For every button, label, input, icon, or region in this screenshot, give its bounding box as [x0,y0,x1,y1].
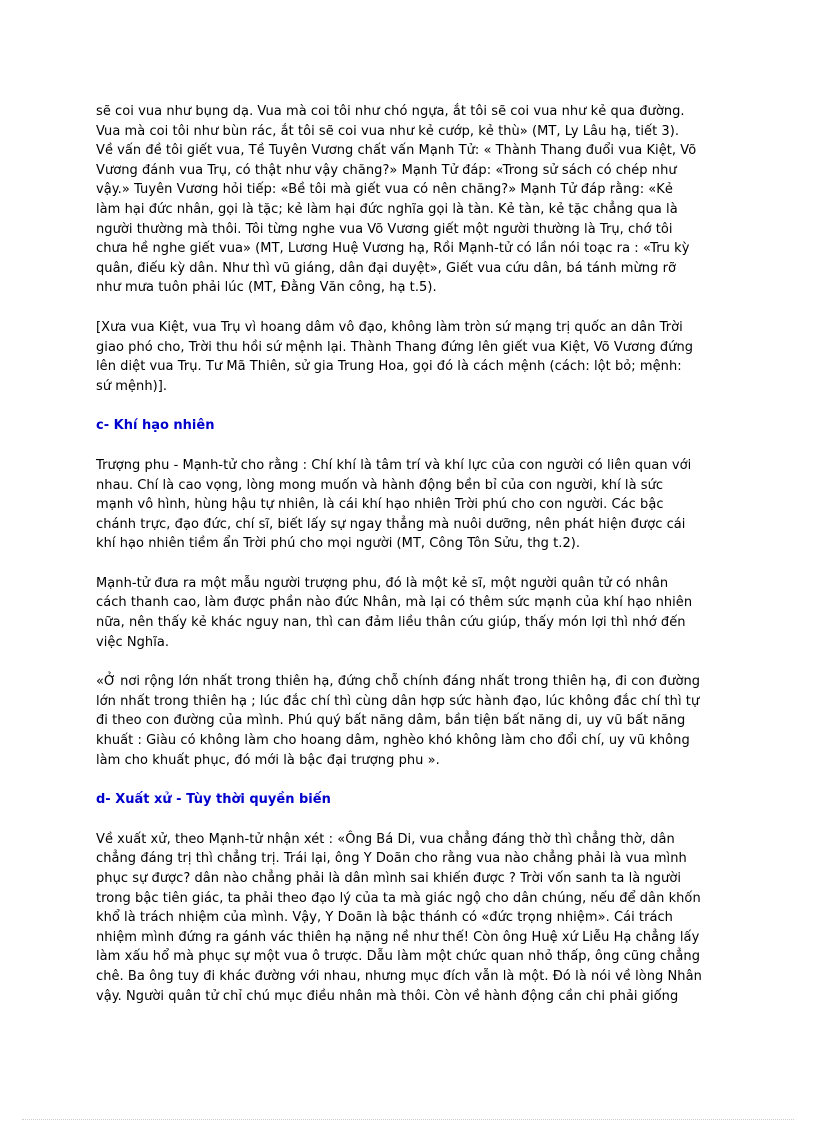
document-page [96,102,716,1026]
paragraph-revolution-note: [Xưa vua Kiệt, vua Trụ vì hoang dâm vô đạo, không làm tròn sứ mạng trị quốc an dân Trời giao phó cho, Trời thu hồi sứ mệnh lại. Thành Thang đứng lên giết vua Kiệt, Võ Vương đứng lên diệt vua Trụ. Tư Mã Thiên, sử gia Trung Hoa, gọi đó là cách mệnh (cách: lột bỏ; mệnh: sứ mệnh)]. [96,319,694,394]
section-heading-khi-hao-nhien: c- Khí hạo nhiên [96,418,215,434]
paragraph-truong-phu-model: Mạnh-tử đưa ra một mẫu người trượng phu, đó là một kẻ sĩ, một người quân tử có nhân cách thanh cao, làm được phần nào đức Nhân, mà lại có thêm sức mạnh của khí hạo nhiên nữa, nên thấy kẻ khác nguy nan, thì can đảm liều thân cứu giúp, thấy món lợi thì nhớ đến việc Nghĩa. [96,575,693,650]
paragraph-mencius-on-regicide: sẽ coi vua như bụng dạ. Vua mà coi tôi như chó ngựa, ắt tôi sẽ coi vua như kẻ qua đường. Vua mà coi tôi như bùn rác, ắt tôi sẽ coi vua như kẻ cướp, kẻ thù» (MT, Ly Lâu hạ, tiết 3). Về vấn đề tôi giết vua, Tề Tuyên Vương chất vấn Mạnh Tử: « Thành Thang đuổi vua Kiệt, Võ Vương đánh vua Trụ, có thật như vậy chăng?» Mạnh Tử đáp: «Trong sử sách có chép như vậy.» Tuyên Vương hỏi tiếp: «Bề tôi mà giết vua có nên chăng?» Mạnh Tử đáp rằng: «Kẻ làm hại đức nhân, gọi là tặc; kẻ làm hại đức nghĩa gọi là tàn. Kẻ tàn, kẻ tặc chẳng qua là người thường mà thôi. Tôi từng nghe vua Võ Vương giết một người thường là Trụ, chớ tôi chưa hề nghe giết vua» (MT, Lương Huệ Vương hạ, Rồi Mạnh-tử có lần nói toạc ra : «Tru kỳ quân, điếu kỳ dân. Như thì vũ giáng, dân đại duyệt», Giết vua cứu dân, bá tánh mừng rỡ như mưa tuôn phải lúc (MT, Đằng Văn công, hạ t.5). [96,104,697,296]
paragraph-truong-phu-definition: Trượng phu - Mạnh-tử cho rằng : Chí khí là tâm trí và khí lực của con người có liên quan với nhau. Chí là cao vọng, lòng mong muốn và hành động bền bỉ của con người, khí là sức mạnh vô hình, hùng hậu tự nhiên, là cái khí hạo nhiên Trời phú cho con người. Các bậc chánh trực, đạo đức, chí sĩ, biết lấy sự ngay thẳng mà nuôi dưỡng, nên phát hiện được cái khí hạo nhiên tiềm ẩn Trời phú cho mọi người (MT, Công Tôn Sửu, thg t.2). [96,457,692,552]
page-bottom-divider [22,1119,794,1120]
paragraph-dai-truong-phu-quote: «Ở nơi rộng lớn nhất trong thiên hạ, đứng chỗ chính đáng nhất trong thiên hạ, đi con đường lớn nhất trong thiên hạ ; lúc đắc chí thì cùng dân hợp sức hành đạo, lúc không đắc chí thì tự đi theo con đường của mình. Phú quý bất năng dâm, bần tiện bất năng di, uy vũ bất năng khuất : Giàu có không làm cho hoang dâm, nghèo khó không làm cho đổi chí, uy vũ không làm cho khuất phục, đó mới là bậc đại trượng phu ». [96,674,701,768]
paragraph-xuat-xu: Về xuất xử, theo Mạnh-tử nhận xét : «Ông Bá Di, vua chẳng đáng thờ thì chẳng thờ, dân chẳng đáng trị thì chẳng trị. Trái lại, ông Y Doãn cho rằng vua nào chẳng phải là vua mình phục sự được? dân nào chẳng phải là dân mình sai khiến được ? Trời vốn sanh ta là người trong bậc tiên giác, ta phải theo đạo lý của ta mà giác ngộ cho dân chúng, nếu để dân khốn khổ là trách nhiệm của mình. Vậy, Y Doãn là bậc thánh có «đức trọng nhiệm». Cái trách nhiệm mình đứng ra gánh vác thiên hạ nặng nề như thế! Còn ông Huệ xứ Liễu Hạ chẳng lấy làm xấu hổ mà phục sự một vua ô trược. Dẫu làm một chức quan nhỏ thấp, ông cũng chẳng chê. Ba ông tuy đi khác đường với nhau, nhưng mục đích vẫn là một. Đó là nói về lòng Nhân vậy. Người quân tử chỉ chú mục điều nhân mà thôi. Còn về hành động cần chi phải giống [96,831,702,1004]
section-heading-xuat-xu: d- Xuất xử - Tùy thời quyền biến [96,792,331,808]
